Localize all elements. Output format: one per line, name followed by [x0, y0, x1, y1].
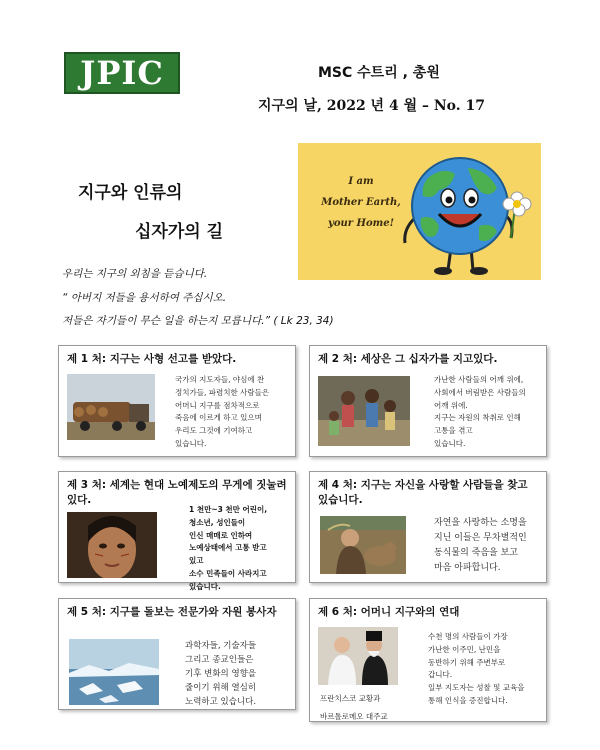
text-line: 동반하기 위해 주변부로	[428, 657, 506, 667]
station-3-card	[58, 471, 296, 591]
pope-and-patriarch-photo	[318, 627, 398, 685]
photo-caption-2: 바르톨로메오 대주교	[320, 712, 388, 721]
text-line: 노예상태에서 고통 받고	[189, 543, 267, 553]
station-1-title: 제 1 처: 지구는 사형 선고를 받았다.	[67, 353, 237, 365]
text-line: 통해 인식을 증진합니다.	[428, 695, 508, 705]
woman-portrait-photo	[67, 512, 157, 578]
intro-line-2: “ 아버지 저들을 용서하여 주십시오.	[62, 292, 227, 304]
text-line: 어머니 지구를 점차적으로	[175, 400, 260, 410]
station-5-card	[58, 598, 296, 710]
text-line: 소수 민족들이 사라지고	[189, 568, 267, 578]
station-2-card	[309, 345, 547, 457]
station-4-card	[309, 471, 547, 583]
logging-truck-photo	[67, 374, 155, 440]
text-line: 일부 지도자는 성찰 및 교육을	[428, 683, 525, 692]
text-line: 수천 명의 사람들이 가장	[428, 632, 508, 641]
intro-line-1: 우리는 지구의 외침을 듣습니다.	[62, 268, 208, 280]
station-1-text	[175, 374, 269, 451]
text-line: 청소년, 성인들이	[189, 517, 246, 527]
text-line: 동식물의 죽음을 보고	[434, 547, 518, 558]
station-5-text	[185, 639, 256, 709]
station-1-card	[58, 345, 296, 457]
station-3-text	[189, 504, 267, 593]
title-line-1: 지구와 인류의	[78, 183, 183, 203]
text-line: 마음 아파합니다.	[434, 562, 501, 573]
text-line: 자연을 사랑하는 소명을	[434, 518, 527, 528]
title-line-2: 십자가의 길	[135, 222, 224, 242]
text-line: 우리도 그것에 기여하고	[175, 426, 253, 435]
intro-line-3: 저들은 자기들이 무슨 일을 하는지 모릅니다.” ( Lk 23, 34)	[62, 315, 334, 327]
text-line: 줄이기 위해 열심히	[185, 683, 257, 694]
text-line: 가난한 이주민, 난민을	[428, 644, 501, 654]
text-line: 지구는 자원의 착취로 인해	[434, 413, 521, 423]
mother-earth-poster	[298, 143, 541, 280]
text-line: 죽음에 이르게 하고 있으며	[175, 413, 262, 423]
text-line: 가난한 사람들의 어깨 위에,	[434, 375, 524, 384]
text-line: 있습니다.	[189, 581, 221, 591]
children-photo	[318, 376, 410, 446]
jpic-logo: JPIC	[64, 52, 180, 94]
text-line: 갑니다.	[428, 670, 453, 680]
station-3-title: 제 3 처: 세계는 현대 노예제도의 무게에 짓눌려 있다.	[67, 479, 287, 507]
poster-line: I am	[348, 176, 374, 187]
text-line: 1 천만~3 천만 어린이,	[189, 505, 268, 514]
text-line: 국가의 지도자들, 야심에 찬	[175, 375, 265, 384]
station-5-title: 제 5 처: 지구를 돌보는 전문가와 자원 봉사자	[67, 606, 277, 618]
station-2-title: 제 2 처: 세상은 그 십자가를 지고있다.	[318, 353, 498, 365]
text-line: 고통을 겪고	[434, 426, 473, 435]
poster-line: Mother Earth,	[321, 197, 401, 208]
text-line: 기후 변화의 영향을	[185, 669, 257, 680]
poster-line: your Home!	[328, 218, 394, 229]
text-line: 있습니다.	[175, 438, 207, 448]
station-6-text	[428, 631, 524, 708]
photo-caption-1: 프란치스코 교황과	[320, 694, 381, 703]
station-4-title: 제 4 처: 지구는 자신을 사랑할 사람들을 찾고 있습니다.	[318, 479, 528, 507]
text-line: 있습니다.	[434, 438, 466, 448]
text-line: 사회에서 버림받은 사람들의	[434, 387, 526, 397]
melting-ice-photo	[69, 639, 159, 705]
text-line: 정치가들, 파렴치한 사람들은	[175, 387, 270, 397]
station-6-card	[309, 598, 547, 722]
text-line: 인신 매매로 인하여	[189, 530, 253, 540]
text-line: 어깨 위에.	[434, 400, 468, 410]
text-line: 그리고 종교인들은	[185, 655, 254, 666]
station-2-text	[434, 374, 526, 451]
text-line: 노력하고 있습니다.	[185, 697, 257, 708]
earth-character-illustration	[393, 148, 538, 278]
text-line: 있고	[189, 556, 204, 565]
station-6-title: 제 6 처: 어머니 지구와의 연대	[318, 606, 460, 618]
text-line: 지닌 이들은 무차별적인	[434, 532, 527, 543]
issue-line: 지구의 날, 2022 년 4 월 – No. 17	[258, 98, 485, 114]
st-francis-painting	[320, 516, 406, 574]
station-4-text	[434, 516, 527, 575]
text-line: 과학자들, 기술자들	[185, 641, 257, 651]
org-name: MSC 수트리 , 총원	[318, 65, 440, 81]
